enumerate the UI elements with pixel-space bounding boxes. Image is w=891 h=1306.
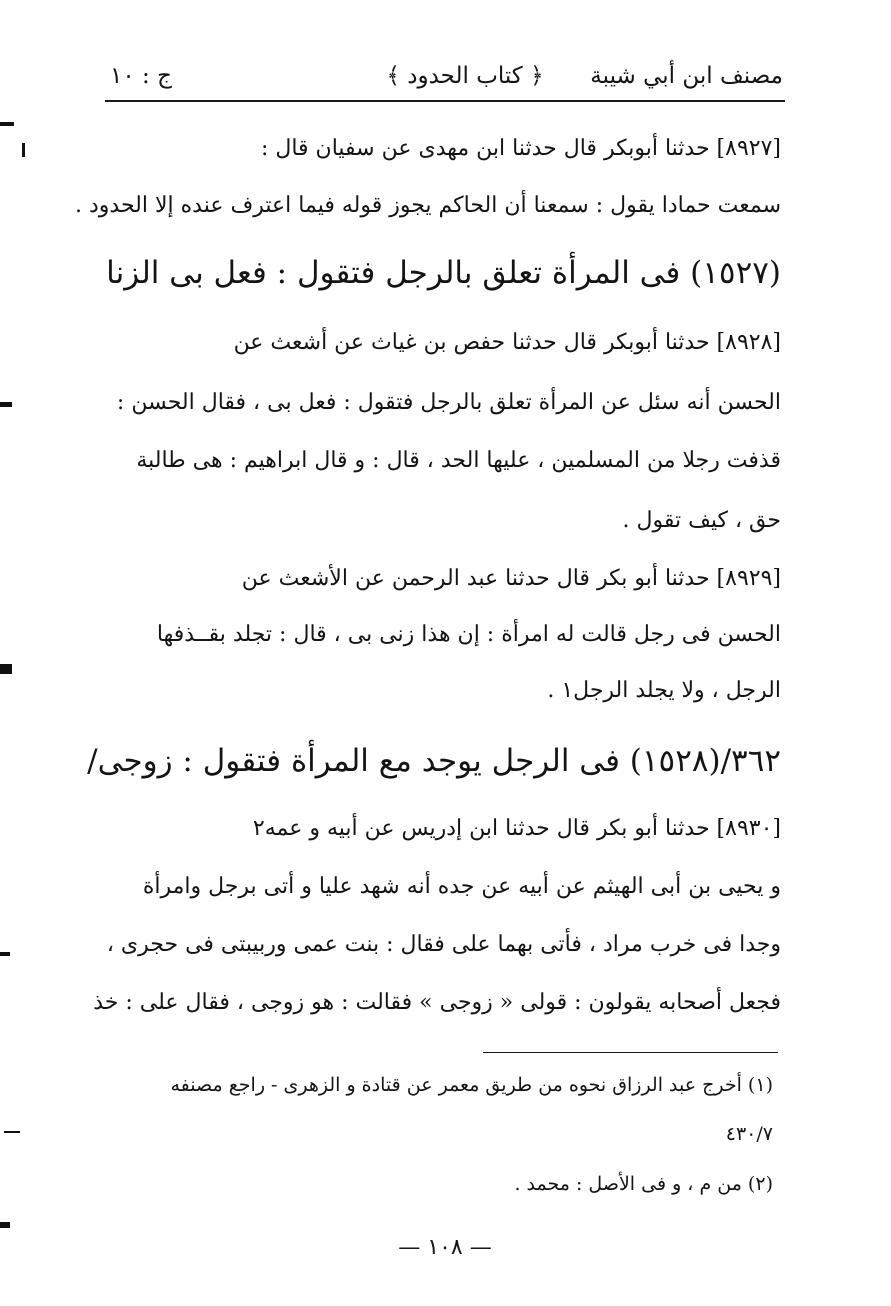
header-book-title: مصنف ابن أبي شيبة	[590, 63, 783, 89]
body-line: حق ، كيف تقول .	[622, 508, 781, 533]
scan-mark	[4, 1131, 20, 1133]
body-line: وجدا فى خرب مراد ، فأتى بهما على فقال : بنت عمى وربيبتى فى حجرى ،	[106, 932, 781, 957]
body-line: الحسن أنه سئل عن المرأة تعلق بالرجل فتقول : فعل بى ، فقال الحسن :	[116, 390, 781, 415]
footnote-1: (١) أخرج عبد الرزاق نحوه من طريق معمر عن قتادة و الزهرى - راجع مصنفه	[170, 1074, 773, 1096]
body-line: الرجل ، ولا يجلد الرجل١ .	[547, 678, 781, 703]
header-divider	[105, 100, 785, 102]
scan-mark	[22, 143, 25, 157]
body-line: سمعت حمادا يقول : سمعنا أن الحاكم يجوز قوله فيما اعترف عنده إلا الحدود .	[75, 193, 781, 218]
body-line: الحسن فى رجل قالت له امرأة : إن هذا زنى بى ، قال : تجلد بقــذفها	[156, 622, 781, 647]
chapter-heading: ٣٦٢/(١٥٢٨) فى الرجل يوجد مع المرأة فتقول : زوجى/	[87, 743, 781, 779]
scan-mark	[0, 402, 12, 407]
chapter-heading: (١٥٢٧) فى المرأة تعلق بالرجل فتقول : فعل بى الزنا	[106, 255, 781, 291]
body-line: فجعل أصحابه يقولون : قولى « زوجى » فقالت : هو زوجى ، فقال على : خذ	[93, 990, 781, 1015]
header-volume: ج : ١٠	[110, 63, 172, 89]
body-line: و يحيى بن أبى الهيثم عن أبيه عن جده أنه شهد عليا و أتى برجل وامرأة	[142, 874, 781, 899]
footnote-1-continued: ٤٣٠/٧	[725, 1123, 773, 1145]
body-line: [٨٩٢٩] حدثنا أبو بكر قال حدثنا عبد الرحمن عن الأشعث عن	[241, 566, 781, 591]
body-line: [٨٩٢٨] حدثنا أبوبكر قال حدثنا حفص بن غياث عن أشعث عن	[233, 330, 781, 355]
body-line: [٨٩٣٠] حدثنا أبو بكر قال حدثنا ابن إدريس عن أبيه و عمه٢	[252, 816, 781, 841]
scan-mark	[0, 664, 12, 674]
footnote-divider	[483, 1052, 778, 1053]
scan-mark	[0, 1222, 10, 1228]
footnote-2: (٢) من م ، و فى الأصل : محمد .	[514, 1173, 773, 1195]
page-number: — ١٠٨ —	[398, 1235, 492, 1260]
scan-mark	[0, 122, 14, 126]
body-line: قذفت رجلا من المسلمين ، عليها الحد ، قال : و قال ابراهيم : هى طالبة	[136, 448, 781, 473]
header-section-title: ﴿ كتاب الحدود ﴾	[386, 63, 544, 89]
scan-mark	[0, 952, 10, 956]
body-line: [٨٩٢٧] حدثنا أبوبكر قال حدثنا ابن مهدى عن سفيان قال :	[260, 136, 781, 161]
